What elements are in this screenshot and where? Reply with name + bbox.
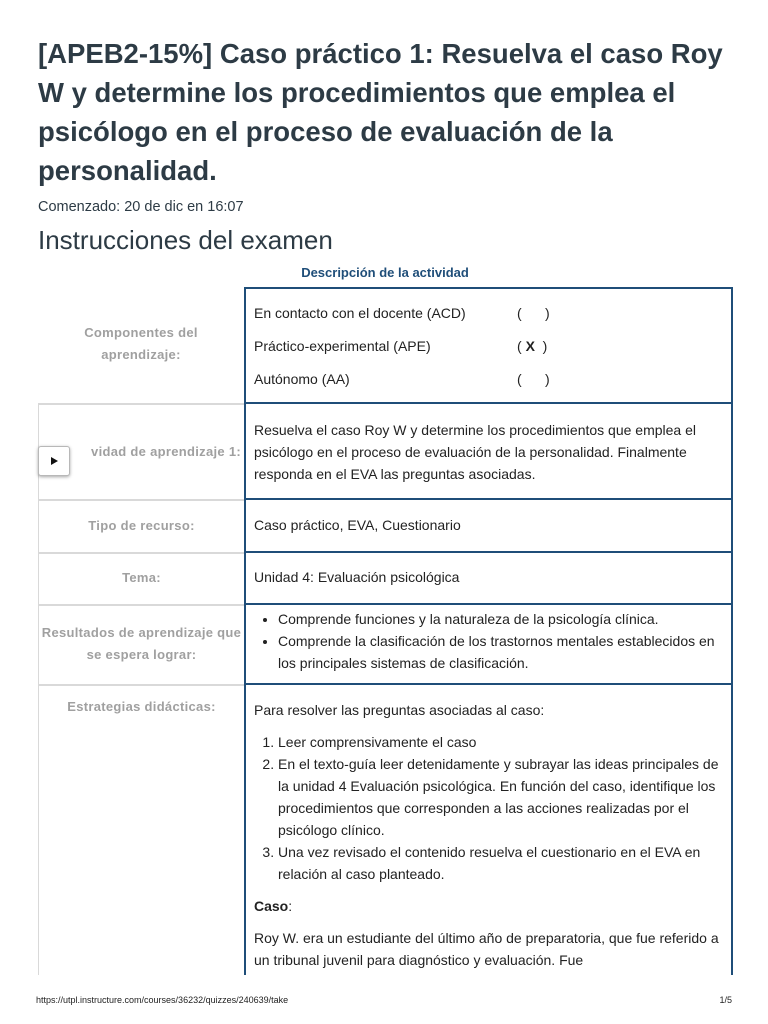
topic-text: Unidad 4: Evaluación psicológica (254, 569, 460, 585)
print-url: https://utpl.instructure.com/courses/36232/quizzes/240639/take (36, 995, 289, 1005)
strategies-cell (244, 685, 733, 975)
outcomes-cell (244, 605, 733, 685)
component-mark: ( ) (517, 371, 550, 387)
topic-cell (244, 553, 733, 605)
mark-close: ) (534, 338, 548, 354)
step-item: 3. Una vez revisado el contenido resuelva el cuestionario en el EVA en relación al caso planteado. (278, 841, 723, 885)
strategies-intro: Para resolver las preguntas asociadas al caso: (254, 702, 545, 718)
case-text: Roy W. era un estudiante del último año de preparatoria, que fue referido a un tribunal juvenil para diagnóstico y evaluación. Fue (254, 930, 719, 968)
step-item: 1. Leer comprensivamente el caso (278, 731, 723, 753)
strategies-label-cell (38, 685, 244, 975)
component-name: Práctico-experimental (APE) (254, 338, 431, 354)
components-label-cell (38, 287, 244, 404)
case-label: Caso (254, 898, 289, 914)
topic-label: Tema: (122, 570, 161, 585)
outcome-item: • Comprende la clasificación de los trastornos mentales establecidos en los principales sistemas de clasificación. (278, 630, 723, 674)
step-item: 2. En el texto-guía leer detenidamente y subrayar las ideas principales de la unidad 4 Evaluación psicológica. En función del caso, identifique los procedimientos que corresponden a las acciones realizadas por el psicólogo clínico. (278, 753, 723, 841)
activity-label: vidad de aprendizaje 1: (91, 444, 241, 459)
component-mark-selected (517, 335, 547, 357)
activity-cell (244, 404, 733, 500)
component-mark: ( ) (517, 305, 550, 321)
page-number: 1/5 (719, 995, 732, 1005)
case-heading (254, 895, 723, 917)
components-cell (244, 287, 733, 404)
page-title: [APEB2-15%] Caso práctico 1: Resuelva el caso Roy W y determine los procedimientos que emplea el psicólogo en el proceso de evaluación de la personalidad. (38, 38, 723, 186)
outcomes-label-cell (38, 605, 244, 685)
outcomes-list (254, 608, 723, 674)
case-colon: : (288, 898, 293, 914)
components-label: Componentes del aprendizaje: (84, 325, 198, 362)
outcomes-label: Resultados de aprendizaje que se espera lograr: (41, 625, 242, 662)
section-title: Instrucciones del examen (38, 225, 333, 255)
strategies-steps (254, 731, 723, 885)
component-name: Autónomo (AA) (254, 371, 350, 387)
selected-x: X (525, 338, 535, 354)
component-name: En contacto con el docente (ACD) (254, 305, 466, 321)
topic-label-cell (38, 553, 244, 605)
strategies-label: Estrategias didácticas: (67, 699, 216, 714)
resource-cell (244, 500, 733, 553)
resource-label-cell (38, 500, 244, 553)
resource-label: Tipo de recurso: (88, 518, 195, 533)
table-caption: Descripción de la actividad (301, 265, 469, 280)
resource-text: Caso práctico, EVA, Cuestionario (254, 517, 461, 533)
mark-open: ( (517, 338, 526, 354)
play-icon (49, 456, 59, 466)
play-button[interactable] (38, 446, 70, 476)
activity-text: Resuelva el caso Roy W y determine los procedimientos que emplea el psicólogo en el proceso de evaluación de la personalidad. Finalmente responda en el EVA las preguntas asociadas. (254, 422, 696, 482)
started-timestamp: Comenzado: 20 de dic en 16:07 (38, 199, 244, 215)
outcome-item: • Comprende funciones y la naturaleza de la psicología clínica. (278, 608, 723, 630)
